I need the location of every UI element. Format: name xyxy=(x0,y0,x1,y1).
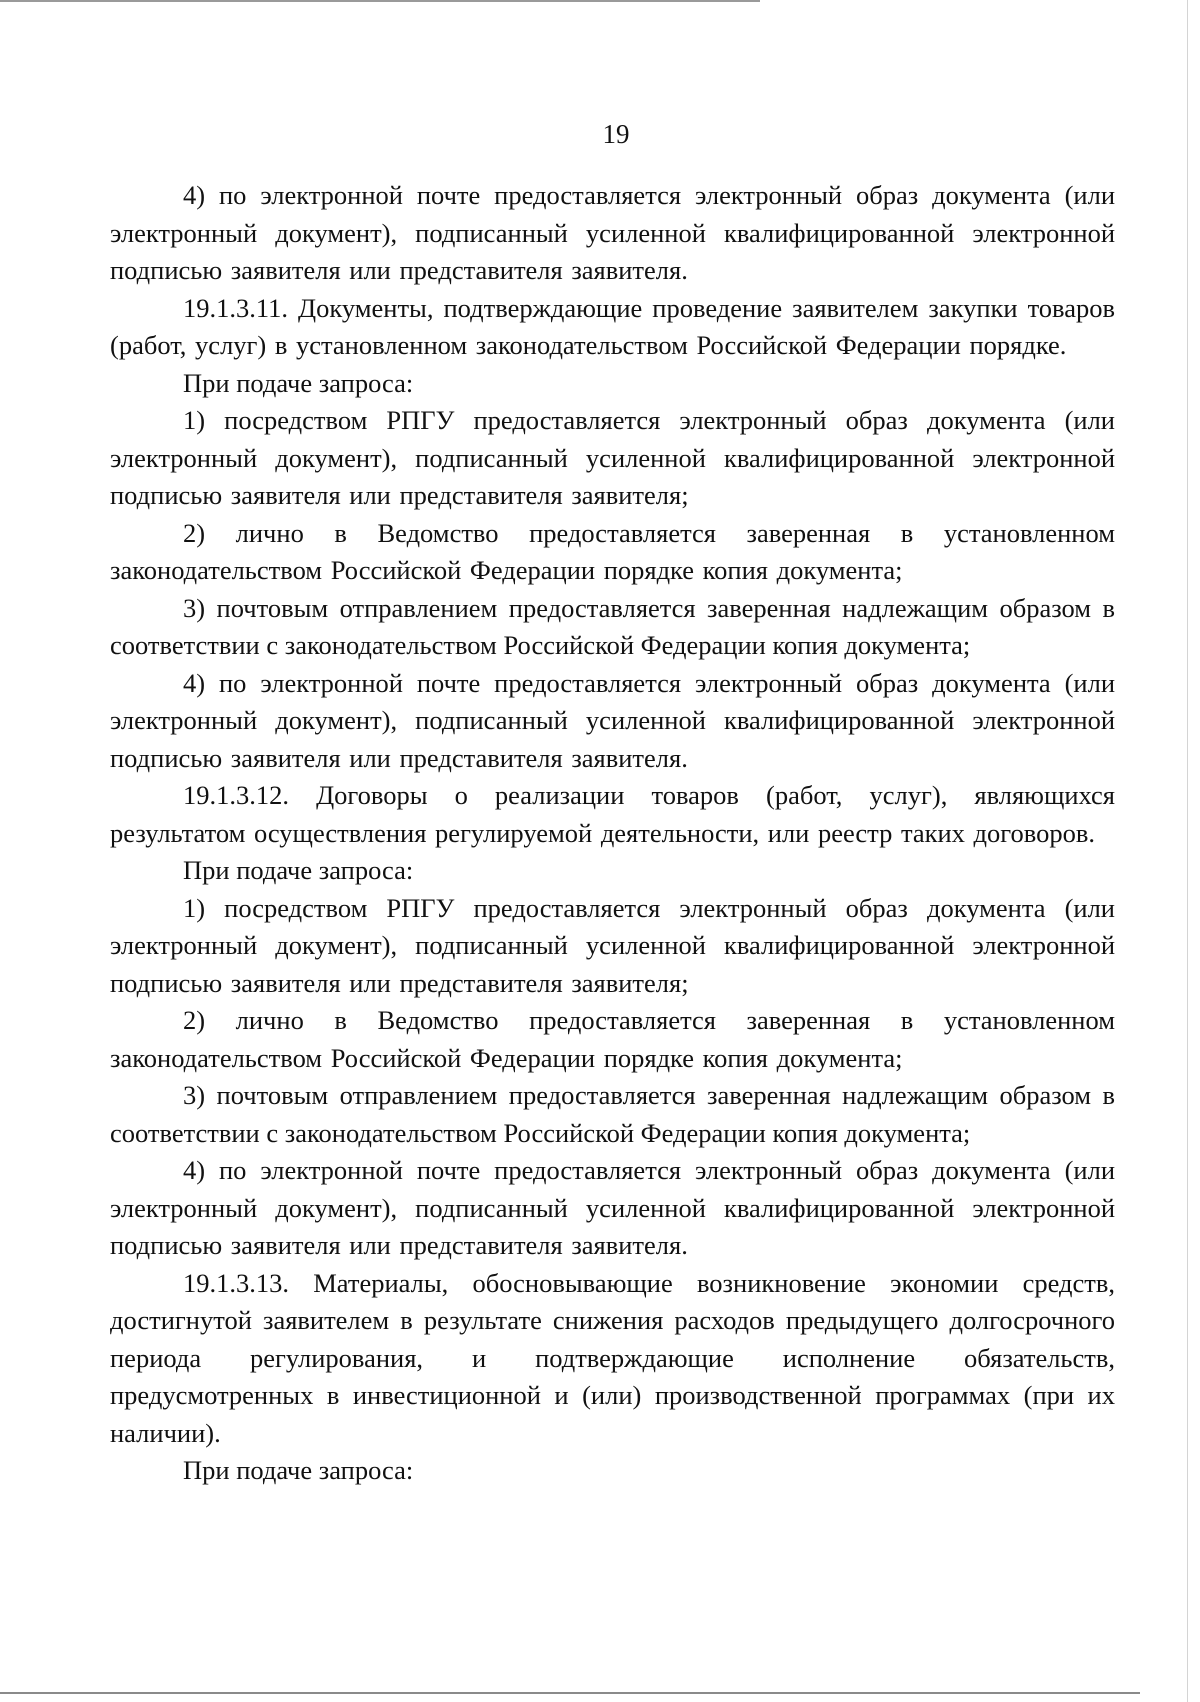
list-item: 3) почтовым отправлением предоставляется заверенная надлежащим образом в соответствии с законодательством Российской Федерации копия документа; xyxy=(110,592,1115,660)
list-item: 3) почтовым отправлением предоставляется заверенная надлежащим образом в соответствии с законодательством Российской Федерации копия документа; xyxy=(110,1080,1115,1148)
scan-edge-right xyxy=(1187,0,1188,1702)
scan-edge-bottom xyxy=(0,1692,1140,1694)
list-item: 1) посредством РПГУ предоставляется электронный образ документа (или электронный документ), подписанный усиленной квалифицированной электронной подписью заявителя или представителя заявителя; xyxy=(110,892,1115,998)
document-body xyxy=(110,177,1115,1490)
list-item: 2) лично в Ведомство предоставляется заверенная в установленном законодательством Российской Федерации порядке копия документа; xyxy=(110,517,1115,585)
paragraph: При подаче запроса: xyxy=(183,855,414,885)
page-number: 19 xyxy=(602,119,630,149)
paragraph: При подаче запроса: xyxy=(183,367,414,398)
list-item: 1) посредством РПГУ предоставляется электронный образ документа (или электронный документ), подписанный усиленной квалифицированной электронной подписью заявителя или представителя заявителя; xyxy=(110,405,1115,510)
list-item: 2) лично в Ведомство предоставляется заверенная в установленном законодательством Российской Федерации порядке копия документа; xyxy=(110,1005,1115,1073)
list-item: 4) по электронной почте предоставляется электронный образ документа (или электронный документ), подписанный усиленной квалифицированной электронной подписью заявителя или представителя заявителя. xyxy=(110,1155,1115,1260)
section-heading: 19.1.3.11. Документы, подтверждающие проведение заявителем закупки товаров (работ, услуг) в установленном законодательством Российской Федерации порядке. xyxy=(110,292,1115,360)
list-item: 4) по электронной почте предоставляется электронный образ документа (или электронный документ), подписанный усиленной квалифицированной электронной подписью заявителя или представителя заявителя. xyxy=(110,667,1115,773)
section-heading: 19.1.3.12. Договоры о реализации товаров (работ, услуг), являющихся результатом осуществления регулируемой деятельности, или реестр таких договоров. xyxy=(110,780,1115,848)
paragraph: При подаче запроса: xyxy=(183,1455,414,1485)
scan-edge-top xyxy=(0,0,760,2)
paragraph: 4) по электронной почте предоставляется электронный образ документа (или электронный документ), подписанный усиленной квалифицированной электронной подписью заявителя или представителя заявителя. xyxy=(110,180,1115,285)
section-heading: 19.1.3.13. Материалы, обосновывающие возникновение экономии средств, достигнутой заявителем в результате снижения расходов предыдущего долгосрочного периода регулирования, и подтверждающие исполнение обязательств, предусмотренных в инвестиционной и (или) производственной программах (при их наличии). xyxy=(110,1267,1115,1448)
